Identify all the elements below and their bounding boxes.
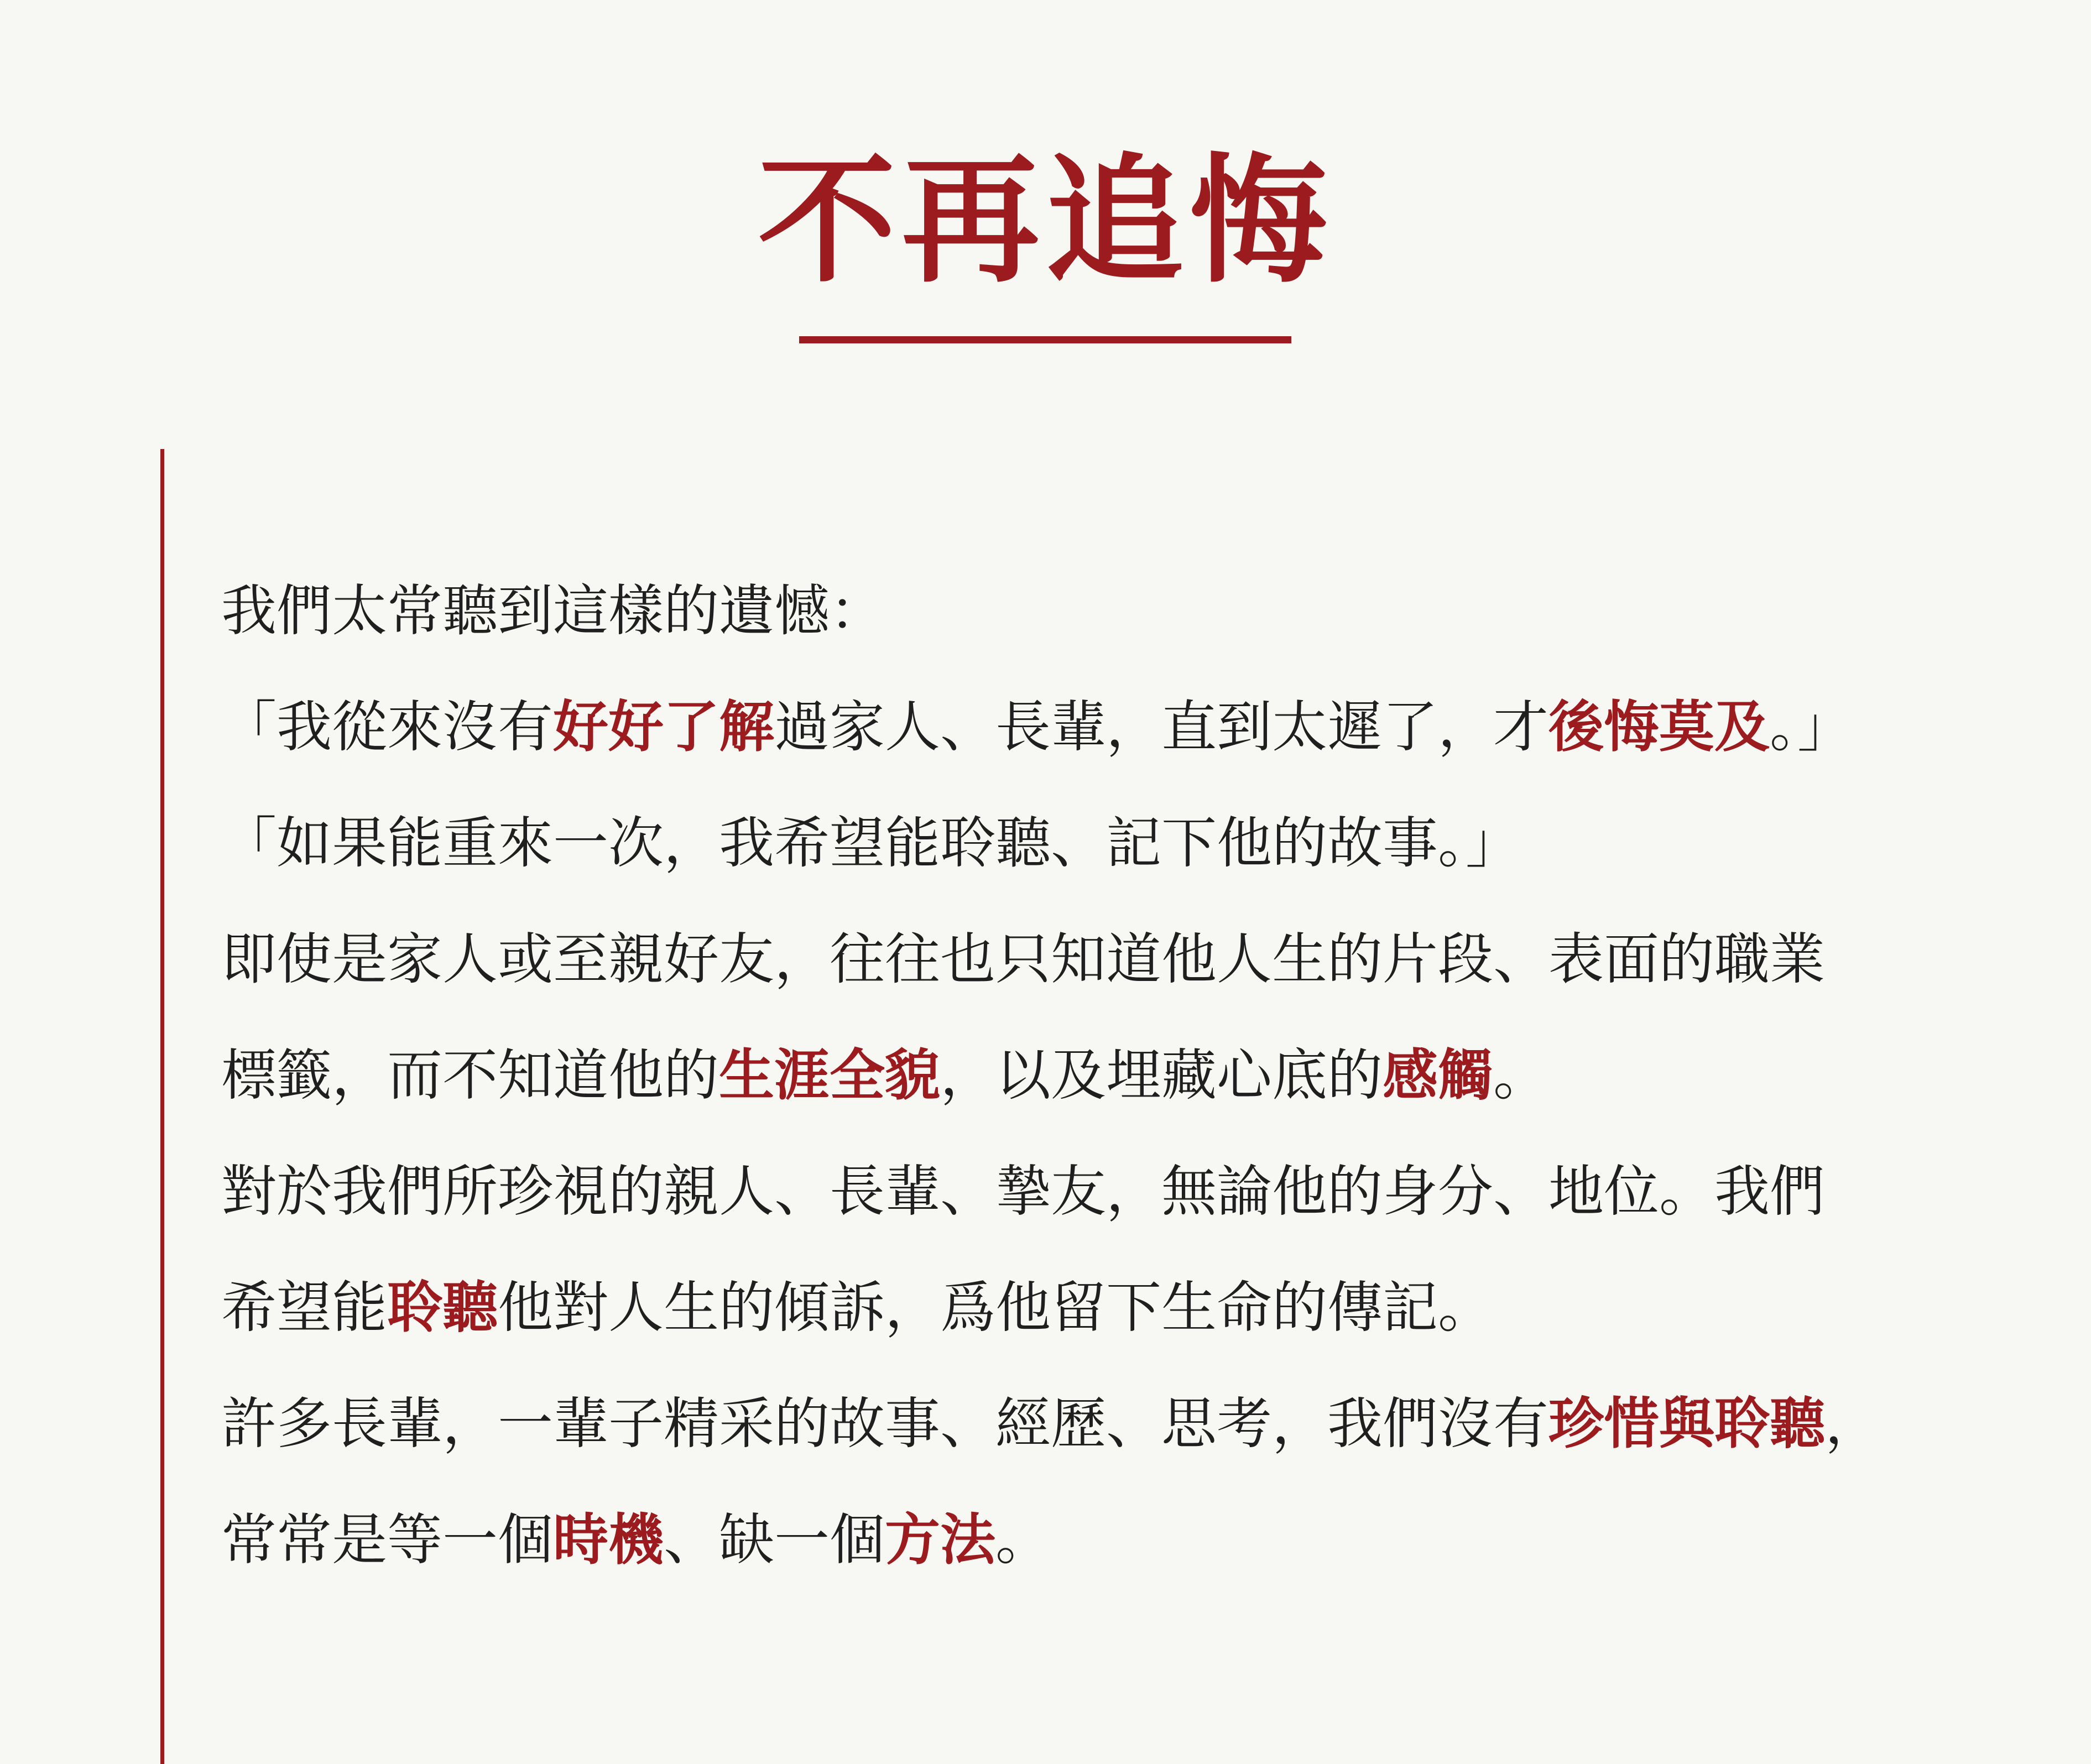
- page-title: 不再追悔: [758, 140, 1333, 301]
- side-accent-rule: [160, 449, 164, 1764]
- text-span: ，: [1825, 1391, 1880, 1456]
- paragraph-line-1: [221, 553, 2074, 669]
- highlight-span: 珍惜與聆聽: [1548, 1391, 1825, 1456]
- text-span: 。」: [1770, 695, 1853, 759]
- paragraph-line-2: [221, 669, 2074, 785]
- title-underline: [799, 336, 1291, 343]
- paragraph-line-8: [221, 1366, 2074, 1482]
- highlight-span: 後悔莫及: [1548, 695, 1770, 759]
- body-text: [221, 553, 2074, 1598]
- paragraph-line-6: [221, 1134, 2074, 1250]
- highlight-span: 聆聽: [387, 1275, 498, 1340]
- text-span: 「如果能重來一次，我希望能聆聽、記下他的故事。」: [221, 811, 1521, 875]
- paragraph-line-5: [221, 1017, 2074, 1134]
- text-span: 。: [1493, 1043, 1548, 1108]
- text-span: 標籤，而不知道他的: [221, 1043, 719, 1108]
- text-span: ，以及埋藏心底的: [940, 1043, 1383, 1108]
- highlight-span: 方法: [885, 1507, 995, 1572]
- text-span: 「我從來沒有: [221, 695, 553, 759]
- highlight-span: 好好了解: [553, 695, 774, 759]
- text-span: 即使是家人或至親好友，往往也只知道他人生的片段、表面的職業: [221, 927, 1825, 991]
- highlight-span: 感觸: [1383, 1043, 1493, 1108]
- text-span: 常常是等一個: [221, 1507, 553, 1572]
- text-span: 許多長輩，一輩子精采的故事、經歷、思考，我們沒有: [221, 1391, 1548, 1456]
- text-span: 他對人生的傾訴，爲他留下生命的傳記。: [498, 1275, 1493, 1340]
- text-span: 。: [995, 1507, 1051, 1572]
- highlight-span: 時機: [553, 1507, 664, 1572]
- text-span: 、缺一個: [664, 1507, 885, 1572]
- paragraph-line-9: [221, 1482, 2074, 1598]
- paragraph-line-4: [221, 901, 2074, 1017]
- highlight-span: 生涯全貌: [719, 1043, 940, 1108]
- paragraph-line-7: [221, 1250, 2074, 1366]
- text-span: 我們太常聽到這樣的遺憾：: [221, 578, 885, 643]
- text-span: 過家人、長輩，直到太遲了，才: [774, 695, 1548, 759]
- paragraph-line-3: [221, 785, 2074, 901]
- text-span: 對於我們所珍視的親人、長輩、摯友，無論他的身分、地位。我們: [221, 1159, 1825, 1224]
- text-span: 希望能: [221, 1275, 387, 1340]
